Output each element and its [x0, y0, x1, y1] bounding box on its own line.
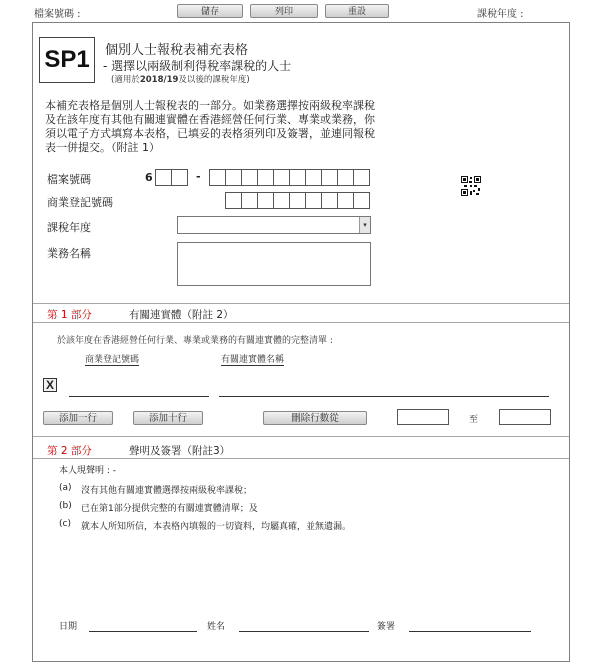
signature-line[interactable] — [409, 631, 531, 632]
file-no-prefix: 6 — [145, 171, 153, 184]
br-no-cell[interactable] — [241, 192, 258, 209]
note-suffix: 及以後的課稅年度) — [178, 75, 250, 85]
declaration-item-key: (a) — [59, 483, 72, 493]
part2-title: 聲明及簽署（附註3） — [129, 445, 231, 457]
form-subtitle: - 選擇以兩級制利得稅率課稅的人士 — [103, 59, 292, 73]
date-label: 日期 — [59, 622, 78, 632]
column-header-br-no: 商業登記號碼 — [85, 352, 139, 366]
br-no-cell[interactable] — [305, 192, 322, 209]
file-no-cell[interactable] — [289, 169, 306, 186]
file-no-cell[interactable] — [337, 169, 354, 186]
chevron-down-icon[interactable]: ▾ — [359, 217, 370, 233]
business-name-textarea[interactable] — [177, 242, 371, 286]
br-no-cell[interactable] — [289, 192, 306, 209]
section-divider — [33, 322, 569, 323]
br-no-cell[interactable] — [337, 192, 354, 209]
file-no-cell[interactable] — [155, 169, 172, 186]
file-no-dash: - — [196, 170, 201, 183]
file-no-cell[interactable] — [241, 169, 258, 186]
year-of-assessment-label: 課稅年度 — [47, 221, 91, 234]
form-title: 個別人士報稅表補充表格 — [105, 43, 249, 58]
br-no-cell[interactable] — [273, 192, 290, 209]
file-no-cell[interactable] — [257, 169, 274, 186]
part1-description: 於該年度在香港經營任何行業、專業或業務的有關連實體的完整清單 : — [57, 336, 333, 346]
part1-title: 有關連實體（附註 2） — [129, 309, 234, 321]
signature-label: 簽署 — [377, 622, 396, 632]
br-no-cell[interactable] — [321, 192, 338, 209]
part2-number: 第 2 部分 — [47, 445, 92, 457]
br-no-cell[interactable] — [353, 192, 370, 209]
br-no-cell[interactable] — [257, 192, 274, 209]
to-label: 至 — [469, 415, 479, 425]
note-year: 2018/19 — [139, 75, 179, 85]
save-button[interactable]: 儲存 — [177, 4, 243, 18]
delete-row-button[interactable]: X — [43, 378, 57, 392]
declaration-item-text: 就本人所知所信，本表格內填報的一切資料，均屬真確，並無遺漏。 — [81, 522, 352, 532]
file-no-cell[interactable] — [171, 169, 188, 186]
delete-rows-button[interactable]: 刪除行數從 — [263, 411, 367, 425]
delete-to-input[interactable] — [499, 409, 551, 425]
declaration-item-key: (c) — [59, 519, 71, 529]
qr-code-icon — [461, 176, 481, 196]
declaration-item-key: (b) — [59, 501, 72, 511]
file-no-cell[interactable] — [225, 169, 242, 186]
section-divider — [33, 303, 569, 304]
part1-number: 第 1 部分 — [47, 309, 92, 321]
reset-button[interactable]: 重設 — [325, 4, 389, 18]
section-divider — [33, 436, 569, 437]
file-no-label: 檔案號碼 — [47, 173, 91, 186]
declaration-intro: 本人現聲明 : - — [59, 466, 117, 476]
toolbar-file-no-label: 檔案號碼 : — [34, 9, 81, 20]
date-input[interactable] — [89, 631, 197, 632]
file-no-cell[interactable] — [305, 169, 322, 186]
name-input[interactable] — [239, 631, 369, 632]
toolbar-year-label: 課稅年度 : — [477, 9, 524, 20]
br-no-cell[interactable] — [225, 192, 242, 209]
form-code-badge: SP1 — [39, 37, 95, 83]
add-one-row-button[interactable]: 添加一行 — [43, 411, 113, 425]
file-no-cell[interactable] — [321, 169, 338, 186]
name-label: 姓名 — [207, 622, 226, 632]
print-button[interactable]: 列印 — [250, 4, 318, 18]
row-entity-name-input[interactable] — [219, 396, 549, 397]
year-of-assessment-select[interactable] — [177, 216, 371, 234]
intro-paragraph: 本補充表格是個別人士報稅表的一部分。如業務選擇按兩級稅率課稅及在該年度有其他有關連實體在香港經營任何行業、專業或業務，你須以電子方式填寫本表格，已填妥的表格須列印及簽署，並連同報稅表一併提交。（附註 1） — [45, 99, 375, 154]
declaration-item-text: 已在第1部分提供完整的有關連實體清單；及 — [81, 504, 258, 514]
add-ten-rows-button[interactable]: 添加十行 — [133, 411, 203, 425]
row-br-no-input[interactable] — [69, 396, 209, 397]
br-no-label: 商業登記號碼 — [47, 196, 113, 209]
file-no-cell[interactable] — [353, 169, 370, 186]
form-container — [32, 22, 570, 662]
delete-from-input[interactable] — [397, 409, 449, 425]
business-name-label: 業務名稱 — [47, 247, 91, 260]
column-header-entity-name: 有關連實體名稱 — [221, 352, 284, 366]
note-prefix: (適用於 — [111, 75, 140, 85]
form-applicability-note — [111, 73, 250, 85]
section-divider — [33, 458, 569, 459]
file-no-cell[interactable] — [209, 169, 226, 186]
file-no-cell[interactable] — [273, 169, 290, 186]
declaration-item-text: 沒有其他有關連實體選擇按兩級稅率課稅； — [81, 486, 253, 496]
